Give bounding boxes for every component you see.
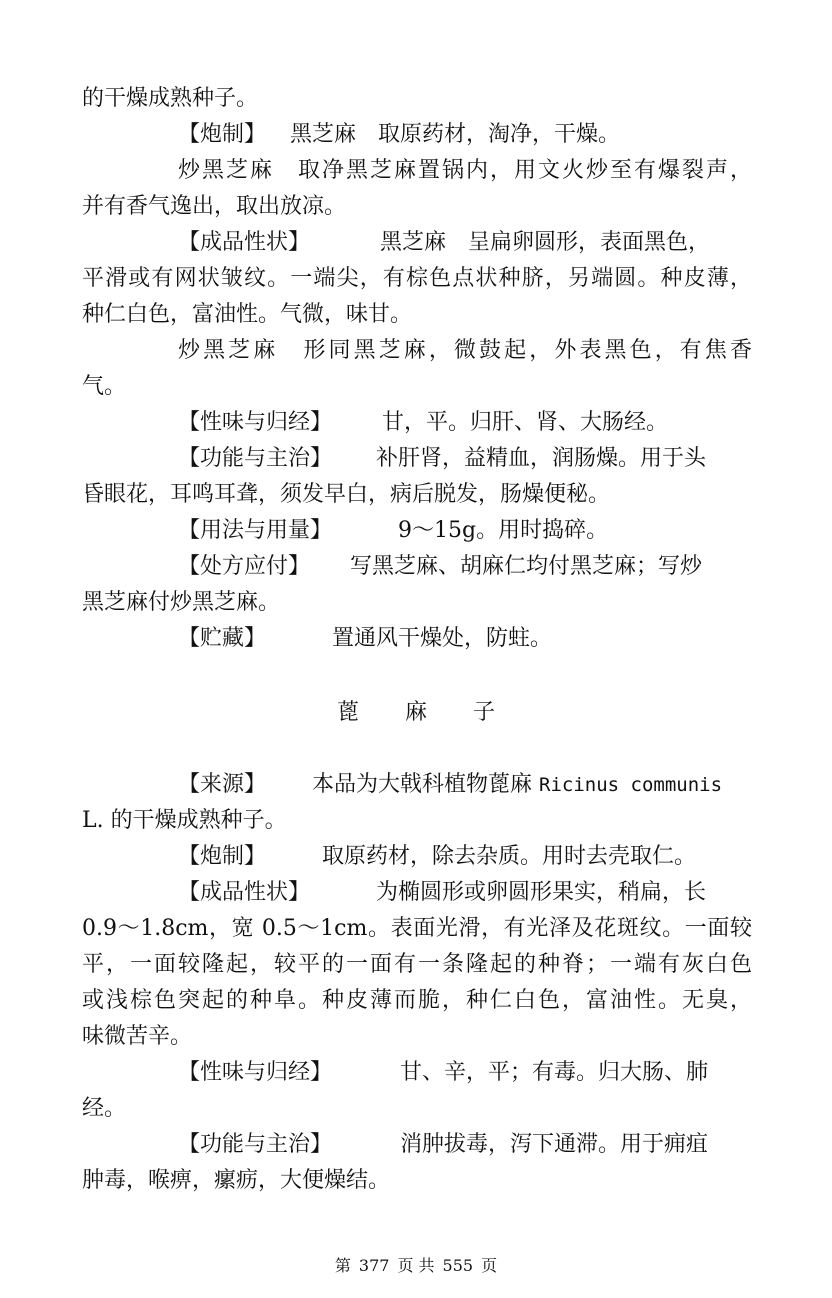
- footer-prefix: 第: [334, 1256, 351, 1275]
- text-line: 气。: [82, 374, 127, 399]
- text-line: L. 的干燥成熟种子。: [82, 808, 287, 833]
- section-text: 9～15g。用时捣碎。: [398, 518, 609, 543]
- section-text: 为椭圆形或卵圆形果实，稍扁，长: [376, 880, 707, 905]
- section-text: 置通风干燥处，防蛀。: [332, 626, 553, 651]
- latin-name: Ricinus communis: [539, 774, 723, 796]
- castor-processing: [178, 842, 752, 872]
- title-char: 麻: [404, 700, 427, 725]
- section-heading: 【用法与用量】: [178, 518, 333, 543]
- section-text: 写黑芝麻、胡麻仁均付黑芝麻；写炒: [350, 554, 703, 579]
- text-line: 或浅棕色突起的种阜。种皮薄而脆，种仁白色，富油性。无臭，: [82, 988, 752, 1013]
- section-text: 消肿拔毒，泻下通滞。用于痈疽: [400, 1132, 709, 1157]
- sesame-dosage: [178, 516, 752, 546]
- text-line: 0.9～1.8cm，宽 0.5～1cm。表面光滑，有光泽及花斑纹。一面较: [82, 916, 752, 941]
- text-line: 平滑或有网状皱纹。一端尖，有棕色点状种脐，另端圆。种皮薄，: [82, 266, 752, 291]
- section-heading: 【来源】: [178, 772, 267, 797]
- section-heading: 【成品性状】: [178, 880, 311, 905]
- text-line: 种仁白色，富油性。气微，味甘。: [82, 302, 413, 327]
- section-text: 黑芝麻 取原药材，淘净，干燥。: [290, 122, 621, 147]
- section-text: 甘、辛，平；有毒。归大肠、肺: [400, 1060, 709, 1085]
- sesame-nature: [178, 408, 752, 438]
- footer-suffix: 页: [481, 1256, 498, 1275]
- section-heading: 【炮制】: [178, 844, 267, 869]
- page-footer: [0, 1254, 832, 1278]
- section-heading: 【性味与归经】: [178, 1060, 333, 1085]
- footer-mid: 页 共: [397, 1256, 435, 1275]
- page-number: 377: [358, 1256, 390, 1275]
- text-line: 平，一面较隆起，较平的一面有一条隆起的种脊；一端有灰白色: [82, 952, 752, 977]
- text-line: 肿毒，喉痹，瘰疬，大便燥结。: [82, 1168, 391, 1193]
- castor-function: [178, 1130, 752, 1160]
- section-text: 补肝肾，益精血，润肠燥。用于头: [376, 446, 707, 471]
- text-line: 黑芝麻付炒黑芝麻。: [82, 590, 281, 615]
- title-char: 子: [473, 700, 496, 725]
- sesame-properties: [178, 228, 752, 258]
- text-line: 昏眼花，耳鸣耳聋，须发早白，病后脱发，肠燥便秘。: [82, 482, 611, 507]
- section-heading: 【功能与主治】: [178, 1132, 333, 1157]
- text-line: 炒黑芝麻 形同黑芝麻，微鼓起，外表黑色，有焦香: [178, 338, 752, 363]
- title-char: 蓖: [336, 700, 359, 725]
- castor-properties: [178, 878, 752, 908]
- section-heading: 【处方应付】: [178, 554, 311, 579]
- text-line: 炒黑芝麻 取净黑芝麻置锅内，用文火炒至有爆裂声，: [178, 158, 752, 183]
- section-heading: 【贮藏】: [178, 626, 267, 651]
- section-text: 本品为大戟科植物蓖麻: [312, 772, 533, 797]
- text-line: 经。: [82, 1096, 127, 1121]
- section-text: 取原药材，除去杂质。用时去壳取仁。: [322, 844, 697, 869]
- section-text: 黑芝麻 呈扁卵圆形，表面黑色，: [380, 230, 711, 255]
- sesame-processing: [178, 120, 752, 150]
- section-text: 甘，平。归肝、肾、大肠经。: [382, 410, 669, 435]
- text-line: 味微苦辛。: [82, 1024, 193, 1049]
- sesame-function: [178, 444, 752, 474]
- sesame-storage: [178, 624, 752, 654]
- section-heading: 【性味与归经】: [178, 410, 333, 435]
- section-heading: 【成品性状】: [178, 230, 311, 255]
- page-total: 555: [442, 1256, 474, 1275]
- castor-nature: [178, 1058, 752, 1088]
- text-line: 的干燥成熟种子。: [82, 86, 259, 111]
- sesame-prescription: [178, 552, 752, 582]
- castor-source: [178, 770, 752, 800]
- section-heading: 【功能与主治】: [178, 446, 333, 471]
- entry-title: [0, 698, 832, 728]
- text-line: 并有香气逸出，取出放凉。: [82, 194, 347, 219]
- section-heading: 【炮制】: [178, 122, 267, 147]
